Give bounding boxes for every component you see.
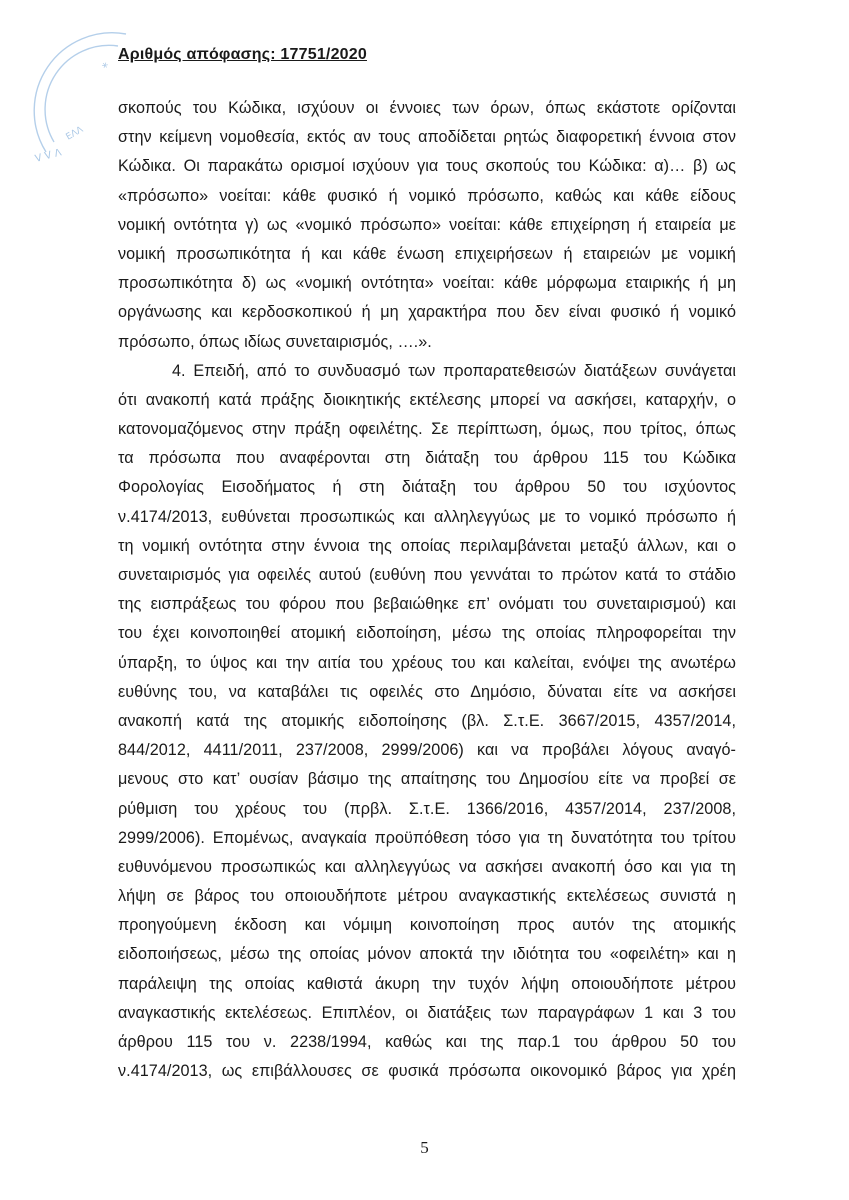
paragraph-4-first-line: 4. Επειδή, από το συνδυασμό των προπαρατεθεισών διατάξεων συνάγεται [172,361,736,380]
text-line: στην κείμενη νομοθεσία, εκτός αν τους αποδίδεται ρητώς διαφορετική έννοια στον [118,128,736,147]
decision-number-heading: Αριθμός απόφασης: 17751/2020 [118,46,367,63]
text-line: νομική προσωπικότητα ή και κάθε ένωση επιχειρήσεων ή εταιρειών με νομική [118,244,736,263]
text-line: ν.4174/2013, ευθύνεται προσωπικώς και αλληλεγγύως με το νομικό πρόσωπο ή [118,507,736,526]
text-line: ν.4174/2013, ως επιβάλλουσες σε φυσικά πρόσωπα οικονομικό βάρος για χρέη [118,1062,736,1081]
text-line: προηγούμενη έκδοση και νόμιμη κοινοποίηση προς αυτόν της ατομικής [118,916,736,935]
svg-text:*: * [98,59,110,75]
text-line: σκοπούς του Κώδικα, ισχύουν οι έννοιες των όρων, όπως εκάστοτε ορίζονται [118,99,736,117]
text-line: λήψη σε βάρος του οποιουδήποτε μέτρου αναγκαστικής εκτελέσεως συνιστά η [118,887,736,906]
text-line: συνεταιρισμός για οφειλές αυτού (ευθύνη που γεννάται το πρώτον κατά το στάδιο [118,566,736,584]
text-line: Φορολογίας Εισοδήματος ή στη διάταξη του άρθρου 50 του ισχύοντος [118,478,736,497]
text-line: ρύθμιση του χρέους του (πρβλ. Σ.τ.Ε. 1366/2016, 4357/2014, 237/2008, [118,799,736,818]
decision-body-text [118,94,736,1086]
text-line: 844/2012, 4411/2011, 237/2008, 2999/2006) και να προβάλει λόγους αναγό- [118,741,736,760]
svg-text:V V Λ: V V Λ [33,147,63,165]
text-line: τα πρόσωπα που αναφέρονται στη διάταξη του άρθρου 115 του Κώδικα [118,449,736,468]
text-line: μενους στο κατ’ ουσίαν βάσιμο της απαίτησης του Δημοσίου είτε να προβεί σε [118,770,736,789]
text-line: του έχει κοινοποιηθεί ατομική ειδοποίηση, μέσω της οποίας πληροφορείται την [118,624,736,643]
text-line: ευθύνης του, να καταβάλει τις οφειλές στο Δημόσιο, δύναται είτε να ασκήσει [118,682,736,701]
text-line: πρόσωπο, όπως ιδίως συνεταιρισμός, ….». [118,332,432,351]
text-line: οργάνωσης και κερδοσκοπικού ή μη χαρακτήρα που δεν είναι φυσικό ή νομικό [118,303,736,322]
text-line: Κώδικα. Οι παρακάτω ορισμοί ισχύουν για τους σκοπούς του Κώδικα: α)… β) ως [118,157,736,176]
text-line: της εισπράξεως του φόρου που βεβαιώθηκε επ’ ονόματι του συνεταιρισμού) και [118,595,736,614]
text-line: ειδοποιήσεως, μέσω της οποίας μόνον αποκτά την ιδιότητα του «οφειλέτη» και η [118,945,736,964]
page-number: 5 [420,1138,429,1157]
text-line: κατονομαζόμενος στην πράξη οφειλέτης. Σε περίπτωση, όμως, που τρίτος, όπως [118,420,736,439]
text-line: παράλειψη της οποίας καθιστά άκυρη την τυχόν λήψη οποιουδήποτε μέτρου [118,974,736,993]
text-line: «πρόσωπο» νοείται: κάθε φυσικό ή νομικό πρόσωπο, καθώς και κάθε είδους [118,186,736,205]
text-line: άρθρου 115 του ν. 2238/1994, καθώς και της παρ.1 του άρθρου 50 του [118,1033,736,1051]
text-line: ότι ανακοπή κατά πράξης διοικητικής εκτέλεσης μπορεί να ασκήσει, καταρχήν, ο [118,390,736,409]
text-line: προσωπικότητα δ) ως «νομική οντότητα» νοείται: κάθε μόρφωμα εταιρικής ή μη [118,274,736,293]
text-line: τη νομική οντότητα στην έννοια της οποίας περιλαμβάνεται μεταξύ άλλων, και ο [118,536,736,555]
text-line: νομική οντότητα γ) ως «νομικό πρόσωπο» νοείται: κάθε επιχείρηση ή εταιρεία με [118,215,736,234]
text-line: ευθυνόμενου προσωπικώς και αλληλεγγύως να ασκήσει ανακοπή όσο και για τη [118,857,736,876]
text-line: αναγκαστικής εκτελέσεως. Επιπλέον, οι διατάξεις των παραγράφων 1 και 3 του [118,1003,736,1022]
svg-text:ΕΛΛ: ΕΛΛ [64,124,86,143]
text-line: ύπαρξη, το ύψος και την αιτία του χρέους του και καλείται, ενόψει της ανωτέρω [118,653,736,672]
text-line: ανακοπή κατά της ατομικής ειδοποίησης (βλ. Σ.τ.Ε. 3667/2015, 4357/2014, [118,711,736,730]
text-line: 2999/2006). Επομένως, αναγκαία προϋπόθεση τόσο για τη δυνατότητα του τρίτου [118,828,736,847]
